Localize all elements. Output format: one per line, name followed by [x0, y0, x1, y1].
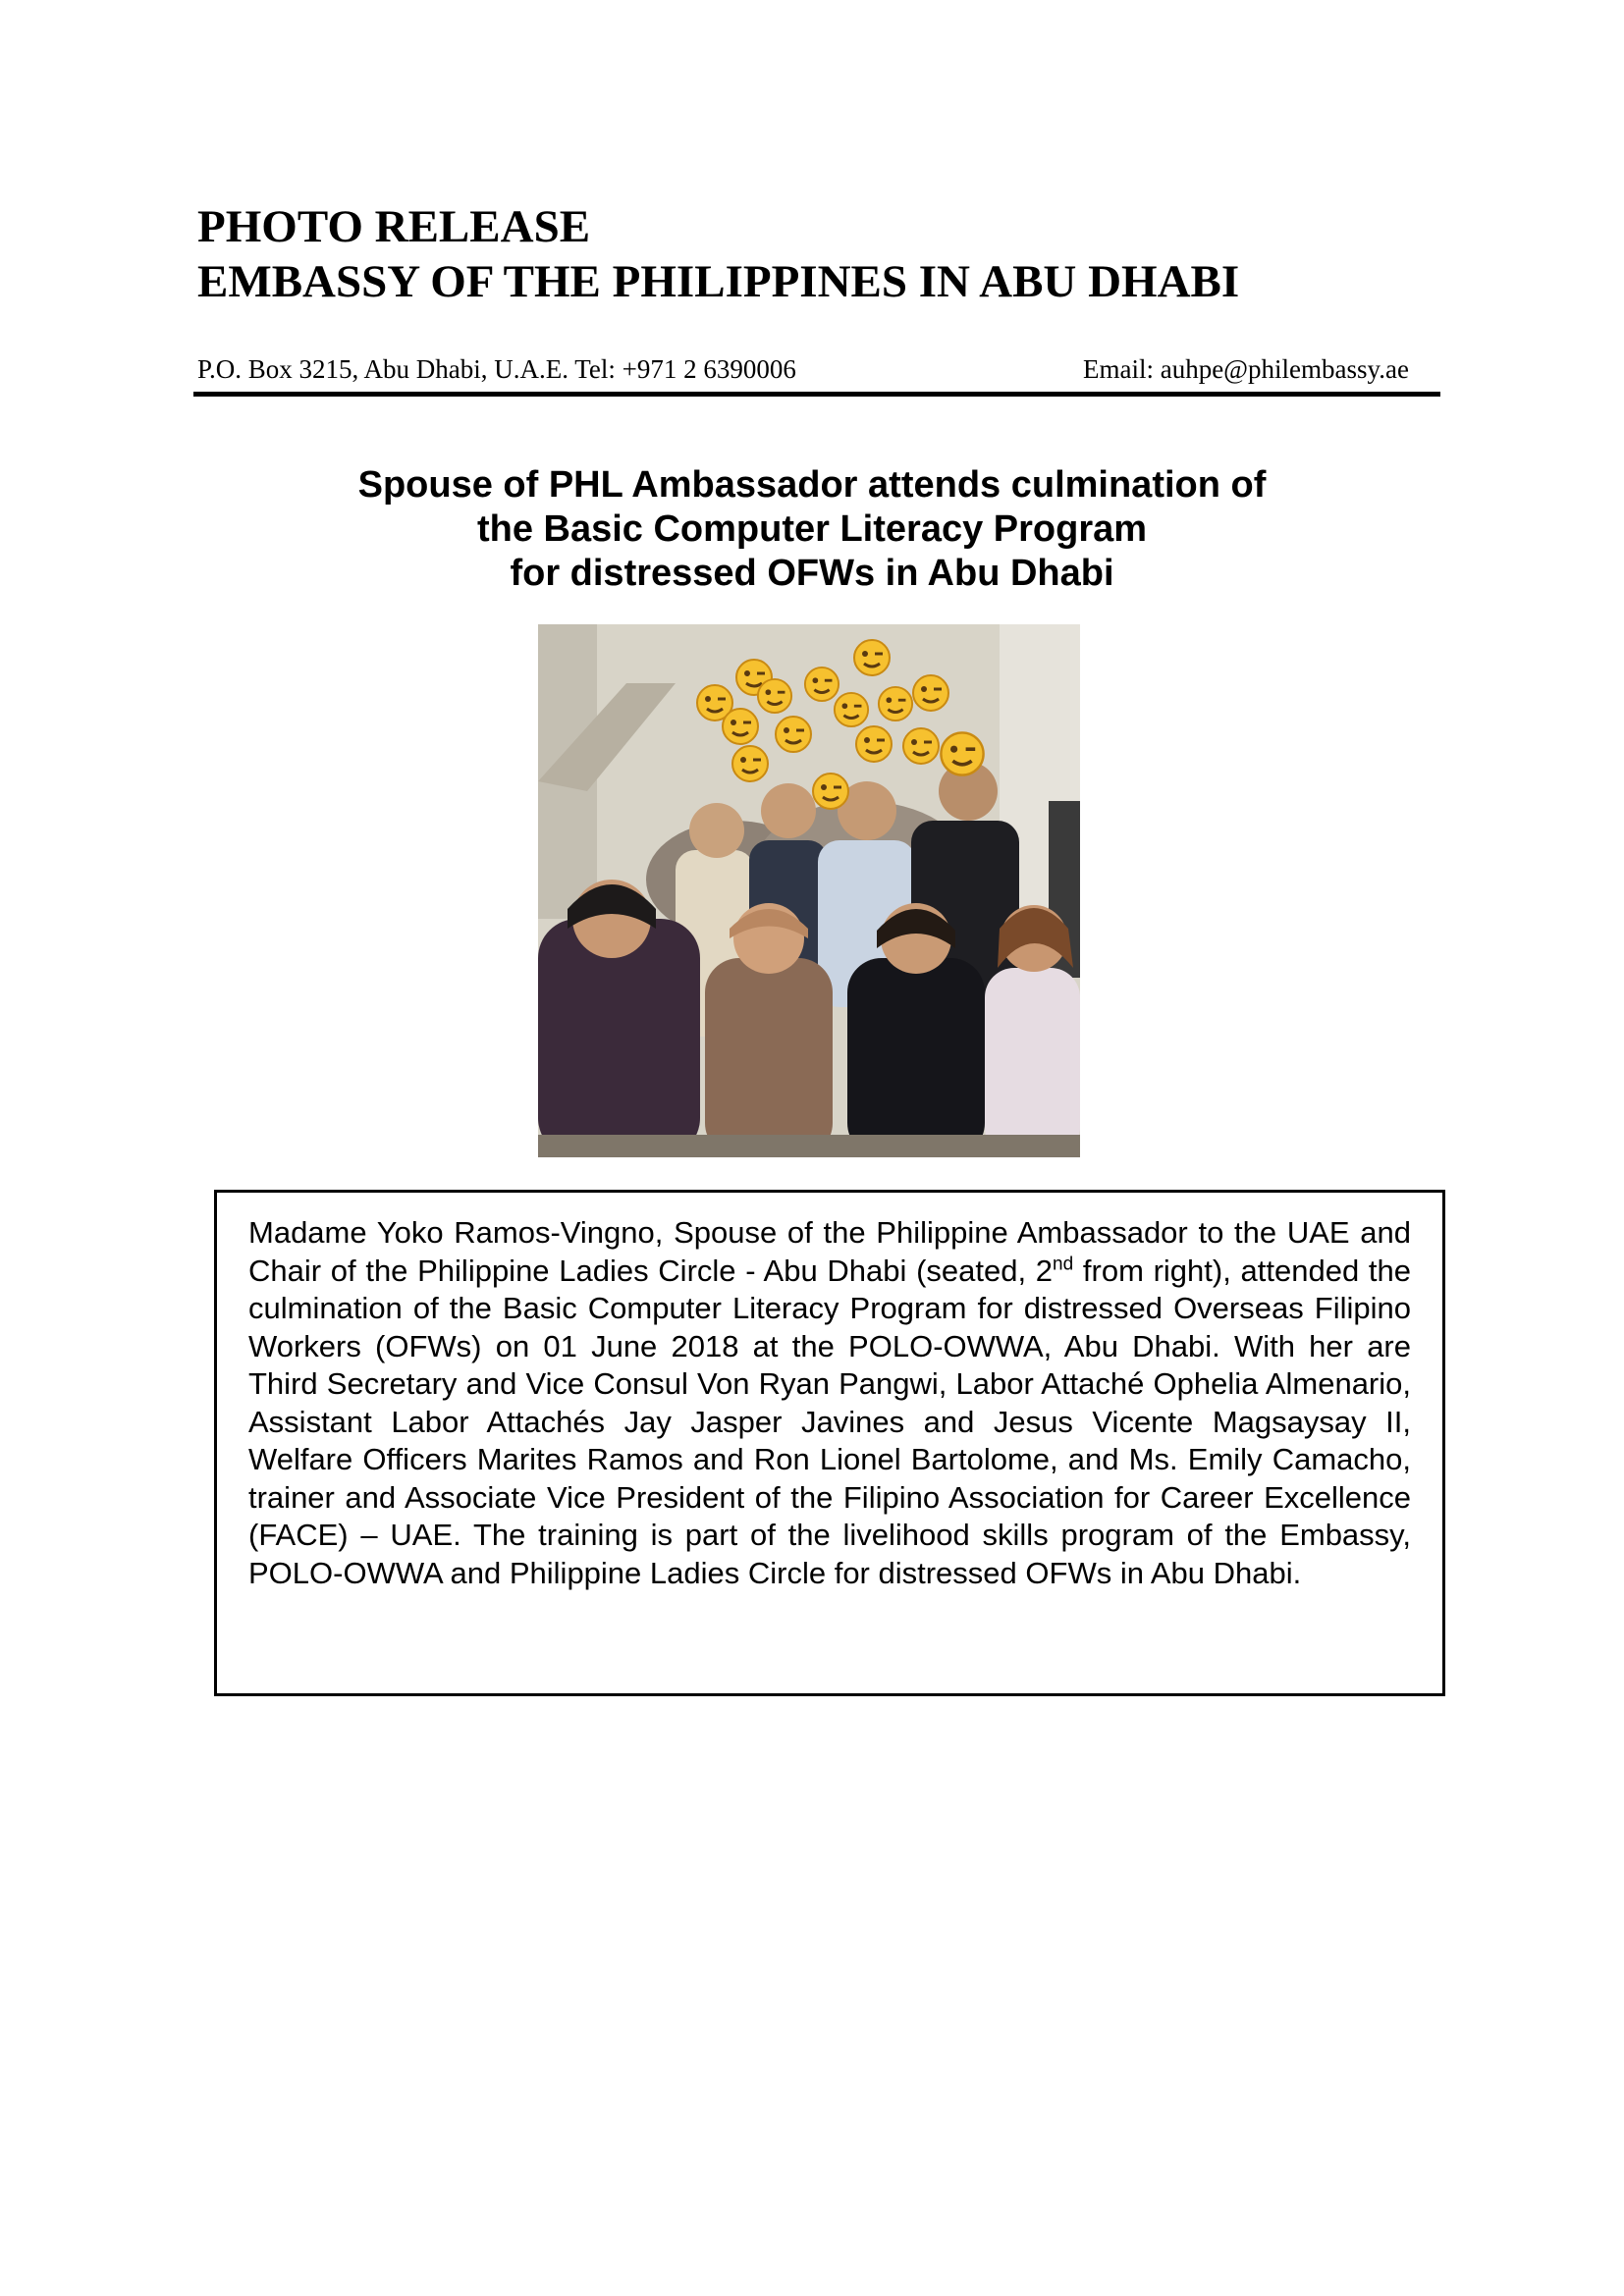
winking-face-emoji-icon [939, 730, 986, 777]
winking-face-emoji-icon [731, 744, 770, 783]
caption-text [248, 1214, 1411, 1592]
headline-line3: for distressed OFWs in Abu Dhabi [510, 553, 1114, 594]
winking-face-emoji-icon [721, 707, 760, 746]
group-photo [538, 624, 1080, 1157]
contact-address: P.O. Box 3215, Abu Dhabi, U.A.E. Tel: +971 2 6390006 [197, 354, 796, 384]
winking-face-emoji-icon [833, 691, 870, 728]
headline [295, 463, 1329, 596]
header-title-line2: EMBASSY OF THE PHILIPPINES IN ABU DHABI [197, 256, 1240, 307]
winking-face-emoji-icon [756, 677, 793, 715]
winking-face-emoji-icon [774, 715, 813, 754]
caption-part2: from right), attended the culmination of the Basic Computer Literacy Program for distressed Overseas Filipino Workers (OFWs) on 01 June 2018 at the POLO-OWWA, Abu Dhabi. With her are Third Secretary and Vice Consul Von Ryan Pangwi, Labor Attaché Ophelia Almenario, Assistant Labor Attachés Jay Jasper Javines and Jesus Vicente Magsaysay II, Welfare Officers Marites Ramos and Ron Lionel Bartolome, and Ms. Emily Camacho, trainer and Associate Vice President of the Filipino Association for Career Excellence (FACE) – UAE. The training is part of the livelihood skills program of the Embassy, POLO-OWWA and Philippine Ladies Circle for distressed OFWs in Abu Dhabi. [248, 1253, 1411, 1590]
winking-face-emoji-icon [811, 772, 850, 811]
caption-superscript: nd [1053, 1254, 1074, 1275]
caption-box [214, 1190, 1445, 1696]
headline-line2: the Basic Computer Literacy Program [476, 508, 1148, 550]
winking-face-emoji-icon [852, 638, 892, 677]
contact-email: Email: auhpe@philembassy.ae [1082, 354, 1409, 384]
caption-part1: Madame Yoko Ramos-Vingno, Spouse of the Philippine Ambassador to the UAE and Chair of the Philippine Ladies Circle - Abu Dhabi (seated, 2 [248, 1215, 1411, 1288]
winking-face-emoji-icon [901, 726, 941, 766]
header-title-line1: PHOTO RELEASE [197, 201, 591, 252]
winking-face-emoji-icon [854, 724, 893, 764]
header-rule [193, 392, 1440, 397]
winking-face-emoji-icon [877, 685, 914, 722]
winking-face-emoji-icon [911, 673, 950, 713]
headline-line1: Spouse of PHL Ambassador attends culmination of [357, 464, 1267, 506]
